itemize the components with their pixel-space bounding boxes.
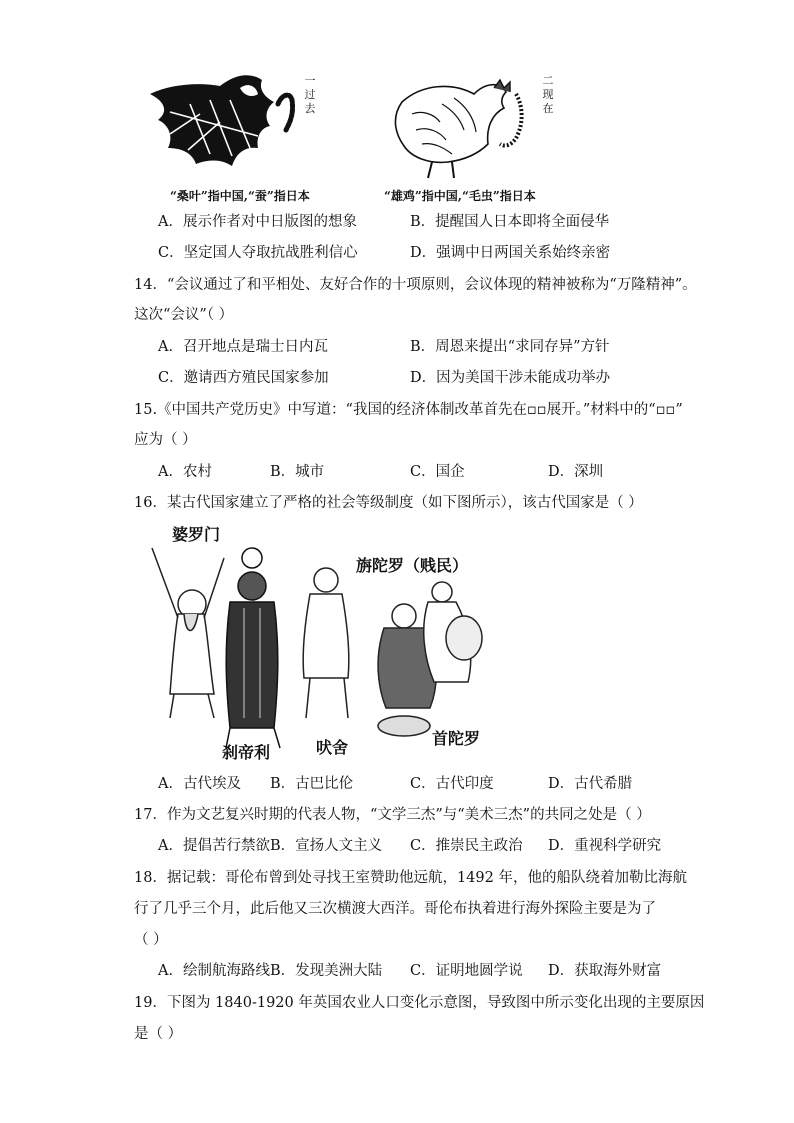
q17-option-d: D．重视科学研究: [548, 838, 662, 854]
mulberry-leaf-cartoon: [140, 64, 300, 184]
q16-option-d: D．古代希腊: [548, 776, 633, 792]
q18-option-c: C．证明地圆学说: [410, 963, 523, 979]
q13-option-a: A．展示作者对中日版图的想象: [158, 214, 357, 230]
label-shudra: 首陀罗: [432, 729, 481, 748]
q15-option-d: D．深圳: [548, 464, 604, 480]
q13-option-c: C．坚定国人夺取抗战胜利信心: [158, 245, 358, 261]
q13-option-b: B．提醒国人日本即将全面侵华: [410, 214, 610, 230]
q18-option-b: B．发现美洲大陆: [270, 963, 383, 979]
q17-option-c: C．推崇民主政治: [410, 838, 523, 854]
q14-option-c: C．邀请西方殖民国家参加: [158, 370, 329, 386]
label-brahmin: 婆罗门: [172, 525, 221, 544]
q15-stem-line1: 15.《中国共产党历史》中写道：“我国的经济体制改革首先在▫▫展开。”材料中的“▫▫”: [134, 402, 683, 418]
label-chandala: 旃陀罗（贱民）: [356, 556, 469, 575]
q18-stem-line3: （ ）: [134, 932, 168, 948]
q16-option-a: A．古代埃及: [158, 776, 241, 792]
right-vertical-label: 二现在: [542, 74, 554, 115]
q17-stem: 17．作为文艺复兴时期的代表人物，“文学三杰”与“美术三杰”的共同之处是（ ）: [134, 807, 651, 823]
right-caption: “雄鸡”指中国,“毛虫”指日本: [384, 189, 536, 203]
q18-option-d: D．获取海外财富: [548, 963, 662, 979]
q18-option-a: A．绘制航海路线: [158, 963, 270, 979]
q14-option-a: A．召开地点是瑞士日内瓦: [158, 339, 328, 355]
q14-option-b: B．周恩来提出“求同存异”方针: [410, 339, 610, 355]
q16-option-c: C．古代印度: [410, 776, 494, 792]
q18-stem-line2: 行了几乎三个月，此后他又三次横渡大西洋。哥伦布执着进行海外探险主要是为了: [134, 901, 656, 917]
q15-option-c: C．国企: [410, 464, 465, 480]
q14-stem-line1: 14．“会议通过了和平相处、友好合作的十项原则，会议体现的精神被称为“万隆精神”。: [134, 277, 697, 293]
q17-option-a: A．提倡苦行禁欲: [158, 838, 270, 854]
q13-option-d: D．强调中日两国关系始终亲密: [410, 245, 611, 261]
rooster-cartoon: [382, 74, 542, 184]
q17-option-b: B．宣扬人文主义: [270, 838, 383, 854]
q15-option-b: B．城市: [270, 464, 325, 480]
q19-stem-line1: 19．下图为 1840-1920 年英国农业人口变化示意图，导致图中所示变化出现的主要原因: [134, 995, 705, 1011]
q16-option-b: B．古巴比伦: [270, 776, 354, 792]
q14-option-d: D．因为美国干涉未能成功举办: [410, 370, 611, 386]
q19-stem-line2: 是（ ）: [134, 1026, 183, 1042]
mulberry-leaf-illustration: [140, 64, 300, 184]
label-vaishya: 吠舍: [316, 738, 349, 757]
rooster-illustration: [382, 74, 542, 184]
label-kshatriya: 刹帝利: [222, 743, 271, 762]
q15-option-a: A．农村: [158, 464, 212, 480]
left-vertical-label: 一过去: [304, 74, 316, 115]
q18-stem-line1: 18．据记载：哥伦布曾到处寻找王室赞助他远航，1492 年，他的船队绕着加勒比海航: [134, 870, 687, 886]
q16-stem: 16．某古代国家建立了严格的社会等级制度（如下图所示），该古代国家是（ ）: [134, 495, 643, 511]
left-caption: “桑叶”指中国,“蚕”指日本: [170, 189, 310, 203]
q15-stem-line2: 应为（ ）: [134, 432, 197, 448]
q14-stem-line2: 这次“会议”（ ）: [134, 307, 234, 323]
